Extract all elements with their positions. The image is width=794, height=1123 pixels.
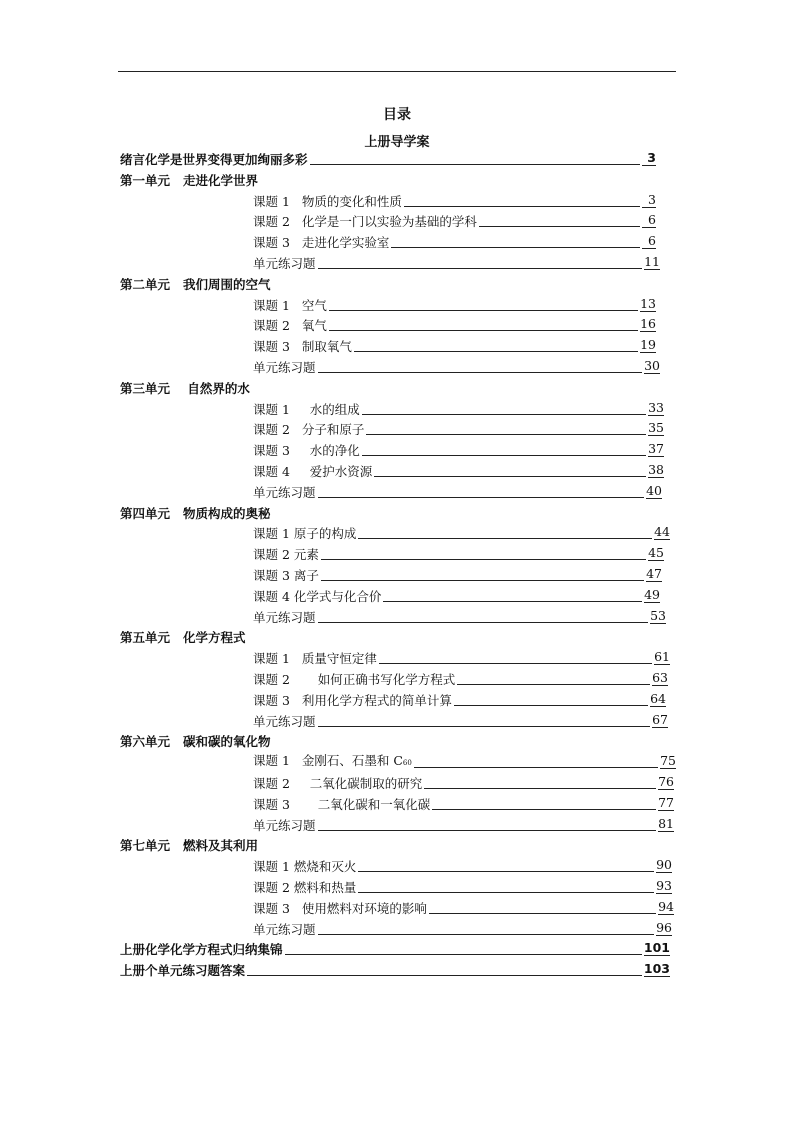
toc-entry-label: [253, 485, 316, 501]
leader-line: [318, 934, 655, 935]
toc-entry[interactable]: [253, 897, 674, 917]
toc-entry-text: 单元练习题: [253, 713, 316, 729]
toc-entry-label: [253, 693, 452, 709]
toc-entry-label: [253, 360, 316, 376]
toc-entry[interactable]: [253, 481, 662, 501]
toc-entry-label: [253, 235, 389, 251]
toc-entry-label: [253, 714, 316, 730]
toc-entry[interactable]: [253, 460, 664, 480]
page-number: 13: [640, 295, 656, 311]
leader-line: [285, 954, 642, 955]
leader-line: [362, 414, 646, 415]
leader-line: [310, 164, 640, 165]
page-number: 53: [650, 607, 666, 623]
page-number: 3: [642, 151, 656, 166]
toc-entry[interactable]: [253, 918, 672, 938]
toc-entry[interactable]: [253, 855, 672, 875]
toc-entry[interactable]: [253, 543, 664, 563]
unit-heading[interactable]: [120, 169, 258, 189]
toc-entry[interactable]: [120, 959, 670, 979]
toc-entry-label: [253, 797, 430, 813]
toc-entry-subscript: 60: [402, 759, 412, 768]
toc-entry-label: [120, 963, 245, 979]
toc-entry-label: [253, 922, 316, 938]
toc-entry[interactable]: [253, 689, 666, 709]
page-number: 37: [648, 441, 664, 457]
leader-line: [318, 372, 643, 373]
page-number: 76: [658, 774, 674, 789]
toc-entry[interactable]: [253, 190, 656, 210]
toc-entry-text: 课题 3 离子: [253, 568, 319, 583]
toc-entry-text: 课题 4 化学式与化合价: [253, 588, 382, 604]
page-number: 47: [646, 566, 662, 581]
toc-entry[interactable]: [253, 398, 664, 418]
toc-entry-text: 课题 3 水的净化: [253, 443, 360, 459]
toc-entry[interactable]: [253, 647, 670, 667]
unit-heading[interactable]: [120, 502, 271, 522]
toc-entry-text: 课题 1 原子的构成: [253, 526, 357, 542]
toc-entry-label: [253, 610, 316, 626]
leader-line: [424, 788, 656, 789]
top-rule: [118, 71, 676, 72]
toc-entry[interactable]: [253, 314, 656, 334]
toc-entry-text: 课题 1 水的组成: [253, 401, 360, 417]
page-number: 67: [652, 711, 668, 727]
toc-entry-label: [253, 901, 427, 917]
page-number: 61: [654, 649, 670, 665]
page-number: 6: [642, 213, 656, 228]
toc-entry-text: 课题 2 元素: [253, 547, 319, 563]
page-title: 目录: [383, 107, 411, 123]
toc-entry[interactable]: [253, 335, 656, 355]
toc-entry-label: [120, 152, 308, 168]
leader-line: [247, 975, 642, 976]
toc-entry-text: 课题 4 爱护水资源: [253, 464, 373, 479]
toc-entry-label: [253, 526, 356, 542]
leader-line: [321, 580, 644, 581]
page-number: 49: [644, 586, 660, 602]
toc-entry[interactable]: [253, 439, 664, 459]
page-number: 90: [656, 857, 672, 873]
toc-entry[interactable]: [253, 585, 660, 605]
toc-entry[interactable]: [120, 148, 656, 168]
page-number: 19: [640, 337, 656, 353]
page-number: 75: [660, 753, 676, 769]
unit-heading-text: 第五单元 化学方程式: [120, 630, 246, 646]
toc-entry-text: 课题 3 二氧化碳和一氧化碳: [253, 796, 431, 812]
toc-entry-text: 课题 1 金刚石、石墨和 C: [253, 753, 403, 769]
leader-line: [457, 684, 650, 685]
toc-entry-label: [253, 256, 316, 272]
page-number: 30: [644, 358, 660, 373]
toc-entry-text: 课题 3 利用化学方程式的简单计算: [253, 692, 452, 708]
toc-entry[interactable]: [253, 356, 660, 376]
toc-entry-label: [253, 422, 364, 438]
page-number: 33: [648, 399, 664, 415]
leader-line: [318, 497, 645, 498]
page-number: 44: [654, 524, 670, 540]
unit-heading[interactable]: [120, 834, 258, 854]
toc-entry[interactable]: [253, 710, 668, 730]
toc-entry-text: 单元练习题: [253, 609, 316, 625]
toc-entry-label: [253, 589, 381, 605]
leader-line: [374, 476, 646, 477]
toc-entry-text: 课题 2 化学是一门以实验为基础的学科: [253, 214, 477, 230]
unit-heading-text: 第六单元 碳和碳的氧化物: [120, 734, 271, 750]
unit-heading-text: 第一单元 走进化学世界: [120, 172, 259, 188]
page-number: 93: [656, 878, 672, 893]
page-subtitle: 上册导学案: [364, 135, 430, 150]
page-number: 38: [648, 462, 664, 477]
toc-entry-text: 绪言化学是世界变得更加绚丽多彩: [120, 152, 308, 167]
unit-heading-text: 第二单元 我们周围的空气: [120, 276, 271, 292]
toc-entry-text: 课题 2 如何正确书写化学方程式: [253, 672, 456, 687]
toc-entry-text: 课题 3 制取氧气: [253, 339, 352, 355]
toc-entry[interactable]: [253, 606, 666, 626]
leader-line: [454, 705, 648, 706]
toc-entry-label: [253, 298, 327, 314]
toc-entry-label: [253, 818, 316, 834]
toc-entry-text: 课题 3 使用燃料对环境的影响: [253, 900, 427, 916]
toc-entry-text: 课题 2 氧气: [253, 318, 327, 334]
page-number: 40: [646, 482, 662, 498]
leader-line: [383, 601, 642, 602]
toc-entry-text: 课题 1 物质的变化和性质: [253, 193, 402, 209]
page-number: 63: [652, 670, 668, 685]
toc-entry[interactable]: [253, 751, 676, 771]
toc-entry-text: 课题 1 质量守恒定律: [253, 651, 377, 667]
leader-line: [318, 268, 643, 269]
leader-line: [358, 871, 654, 872]
leader-line: [329, 310, 638, 311]
toc-entry-text: 单元练习题: [253, 360, 316, 375]
toc-entry[interactable]: [253, 772, 674, 792]
toc-entry[interactable]: [253, 814, 674, 834]
toc-entry-label: [253, 464, 372, 480]
leader-line: [432, 809, 656, 810]
toc-entry[interactable]: [253, 668, 668, 688]
page-number: 45: [648, 545, 664, 561]
unit-heading[interactable]: [120, 273, 271, 293]
toc-entry-text: 单元练习题: [253, 484, 316, 500]
page-number: 6: [642, 234, 656, 249]
toc-entry[interactable]: [120, 938, 670, 958]
toc-entry-text: 课题 2 燃料和热量: [253, 880, 357, 895]
toc-entry-label: [253, 753, 412, 771]
toc-entry-text: 上册化学化学方程式归纳集锦: [120, 942, 283, 958]
toc-entry-text: 课题 2 分子和原子: [253, 422, 365, 438]
unit-heading[interactable]: [120, 626, 246, 646]
leader-line: [358, 892, 654, 893]
toc-entry-label: [253, 859, 356, 875]
leader-line: [404, 206, 640, 207]
toc-entry[interactable]: [253, 522, 670, 542]
toc-entry-text: 课题 2 二氧化碳制取的研究: [253, 776, 423, 791]
toc-entry-text: 上册个单元练习题答案: [120, 963, 246, 979]
toc-entry-text: 单元练习题: [253, 921, 316, 937]
leader-line: [354, 351, 638, 352]
leader-line: [318, 726, 651, 727]
leader-line: [358, 538, 652, 539]
toc-entry[interactable]: [253, 564, 662, 584]
leader-line: [379, 663, 652, 664]
unit-heading-text: 第三单元 自然界的水: [120, 380, 250, 396]
page-number: 11: [644, 254, 660, 269]
toc-entry-label: [253, 880, 356, 896]
page-number: 35: [648, 420, 664, 436]
toc-entry-label: [253, 214, 477, 230]
toc-entry-text: 课题 1 燃烧和灭火: [253, 859, 357, 875]
page-number: 3: [642, 193, 656, 208]
leader-line: [362, 455, 646, 456]
page-number: 77: [658, 794, 674, 810]
toc-entry-label: [253, 339, 352, 355]
toc-entry-text: 课题 1 空气: [253, 297, 327, 313]
toc-entry-label: [253, 194, 402, 210]
leader-line: [429, 913, 656, 914]
unit-heading[interactable]: [120, 730, 271, 750]
leader-line: [391, 247, 640, 248]
toc-entry[interactable]: [253, 418, 664, 438]
toc-entry[interactable]: [253, 294, 656, 314]
toc-entry-label: [253, 547, 319, 563]
toc-entry[interactable]: [253, 876, 672, 896]
page-number: 96: [656, 919, 672, 935]
page-number: 94: [658, 898, 674, 914]
toc-entry[interactable]: [253, 210, 656, 230]
leader-line: [321, 559, 646, 560]
toc-entry-label: [253, 443, 360, 459]
unit-heading-text: 第四单元 物质构成的奥秘: [120, 505, 271, 521]
page-number: 16: [640, 316, 656, 332]
leader-line: [318, 830, 657, 831]
toc-entry[interactable]: [253, 793, 674, 813]
toc-entry-label: [253, 651, 377, 667]
page-number: 103: [643, 961, 670, 977]
toc-entry[interactable]: [253, 231, 656, 251]
toc-entry-label: [253, 402, 360, 418]
leader-line: [329, 330, 638, 331]
toc-entry[interactable]: [253, 252, 660, 272]
unit-heading[interactable]: [120, 377, 250, 397]
toc-entry-label: [120, 942, 283, 958]
toc-entry-label: [253, 568, 319, 584]
page-number: 81: [658, 815, 674, 831]
page-number: 64: [650, 690, 666, 706]
leader-line: [318, 622, 649, 623]
toc-entry-text: 单元练习题: [253, 817, 316, 833]
toc-entry-label: [253, 672, 455, 688]
leader-line: [366, 434, 646, 435]
toc-entry-text: 单元练习题: [253, 256, 316, 271]
toc-entry-label: [253, 318, 327, 334]
leader-line: [479, 226, 640, 227]
page-number: 101: [643, 940, 670, 956]
toc-entry-label: [253, 776, 422, 792]
toc-entry-text: 课题 3 走进化学实验室: [253, 235, 390, 251]
leader-line: [414, 767, 658, 768]
unit-heading-text: 第七单元 燃料及其利用: [120, 838, 259, 854]
